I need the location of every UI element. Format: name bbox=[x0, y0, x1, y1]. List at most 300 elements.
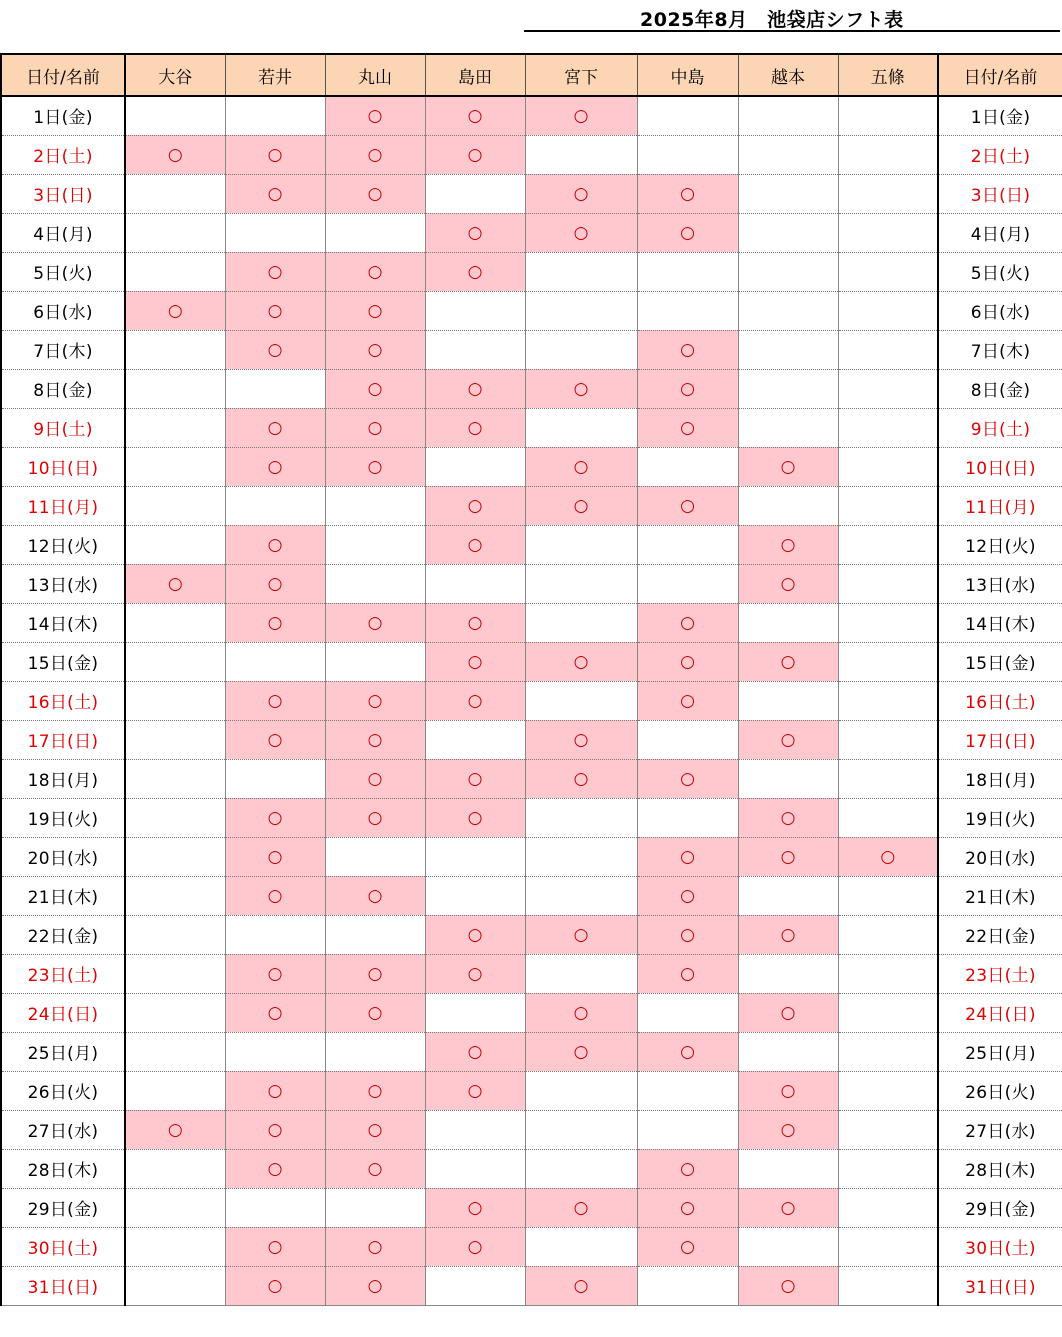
shift-cell[interactable] bbox=[525, 993, 637, 1032]
shift-cell[interactable] bbox=[738, 993, 838, 1032]
date-cell-left[interactable]: 19日(火) bbox=[1, 798, 125, 837]
shift-cell[interactable] bbox=[637, 174, 738, 213]
shift-cell[interactable] bbox=[125, 876, 225, 915]
shift-cell[interactable] bbox=[125, 213, 225, 252]
shift-cell[interactable] bbox=[525, 915, 637, 954]
date-cell-right[interactable]: 28日(木) bbox=[938, 1149, 1062, 1188]
shift-cell[interactable] bbox=[325, 1188, 425, 1227]
date-cell-right[interactable]: 4日(月) bbox=[938, 213, 1062, 252]
shift-cell[interactable] bbox=[125, 1227, 225, 1266]
date-cell-right[interactable]: 15日(金) bbox=[938, 642, 1062, 681]
shift-cell[interactable] bbox=[637, 642, 738, 681]
shift-cell[interactable] bbox=[525, 291, 637, 330]
shift-cell[interactable] bbox=[425, 96, 525, 135]
shift-cell[interactable] bbox=[125, 1032, 225, 1071]
shift-cell[interactable] bbox=[838, 837, 938, 876]
shift-cell[interactable] bbox=[525, 447, 637, 486]
shift-cell[interactable] bbox=[225, 1032, 325, 1071]
shift-cell[interactable] bbox=[838, 1110, 938, 1149]
date-cell-right[interactable]: 2日(土) bbox=[938, 135, 1062, 174]
shift-cell[interactable] bbox=[838, 252, 938, 291]
shift-cell[interactable] bbox=[838, 135, 938, 174]
shift-cell[interactable] bbox=[425, 798, 525, 837]
shift-cell[interactable] bbox=[525, 252, 637, 291]
shift-cell[interactable] bbox=[225, 369, 325, 408]
shift-cell[interactable] bbox=[325, 681, 425, 720]
shift-cell[interactable] bbox=[125, 642, 225, 681]
shift-cell[interactable] bbox=[325, 1149, 425, 1188]
shift-cell[interactable] bbox=[525, 135, 637, 174]
shift-cell[interactable] bbox=[738, 135, 838, 174]
shift-cell[interactable] bbox=[838, 915, 938, 954]
shift-cell[interactable] bbox=[525, 1032, 637, 1071]
shift-cell[interactable] bbox=[738, 291, 838, 330]
shift-cell[interactable] bbox=[325, 291, 425, 330]
shift-cell[interactable] bbox=[838, 954, 938, 993]
shift-cell[interactable] bbox=[637, 720, 738, 759]
shift-cell[interactable] bbox=[425, 1110, 525, 1149]
date-cell-left[interactable]: 24日(日) bbox=[1, 993, 125, 1032]
shift-cell[interactable] bbox=[325, 915, 425, 954]
shift-cell[interactable] bbox=[325, 525, 425, 564]
shift-cell[interactable] bbox=[525, 486, 637, 525]
shift-cell[interactable] bbox=[425, 330, 525, 369]
shift-cell[interactable] bbox=[738, 603, 838, 642]
shift-cell[interactable] bbox=[637, 681, 738, 720]
date-cell-left[interactable]: 3日(日) bbox=[1, 174, 125, 213]
shift-cell[interactable] bbox=[838, 993, 938, 1032]
date-cell-left[interactable]: 28日(木) bbox=[1, 1149, 125, 1188]
date-cell-right[interactable]: 19日(火) bbox=[938, 798, 1062, 837]
shift-cell[interactable] bbox=[738, 486, 838, 525]
shift-cell[interactable] bbox=[525, 681, 637, 720]
date-cell-right[interactable]: 12日(火) bbox=[938, 525, 1062, 564]
shift-cell[interactable] bbox=[225, 447, 325, 486]
shift-cell[interactable] bbox=[125, 954, 225, 993]
shift-cell[interactable] bbox=[637, 1149, 738, 1188]
date-cell-left[interactable]: 4日(月) bbox=[1, 213, 125, 252]
shift-cell[interactable] bbox=[425, 564, 525, 603]
shift-cell[interactable] bbox=[738, 408, 838, 447]
shift-cell[interactable] bbox=[225, 96, 325, 135]
shift-cell[interactable] bbox=[738, 1266, 838, 1305]
shift-cell[interactable] bbox=[225, 993, 325, 1032]
shift-cell[interactable] bbox=[637, 1188, 738, 1227]
shift-cell[interactable] bbox=[425, 1071, 525, 1110]
shift-cell[interactable] bbox=[525, 759, 637, 798]
shift-cell[interactable] bbox=[637, 525, 738, 564]
date-cell-left[interactable]: 16日(土) bbox=[1, 681, 125, 720]
shift-cell[interactable] bbox=[425, 1227, 525, 1266]
shift-cell[interactable] bbox=[125, 135, 225, 174]
shift-cell[interactable] bbox=[425, 291, 525, 330]
shift-cell[interactable] bbox=[838, 408, 938, 447]
shift-cell[interactable] bbox=[637, 993, 738, 1032]
shift-cell[interactable] bbox=[425, 681, 525, 720]
date-cell-right[interactable]: 21日(木) bbox=[938, 876, 1062, 915]
shift-cell[interactable] bbox=[838, 330, 938, 369]
shift-cell[interactable] bbox=[225, 603, 325, 642]
shift-cell[interactable] bbox=[325, 1110, 425, 1149]
date-cell-left[interactable]: 21日(木) bbox=[1, 876, 125, 915]
shift-cell[interactable] bbox=[637, 915, 738, 954]
shift-cell[interactable] bbox=[637, 291, 738, 330]
shift-cell[interactable] bbox=[838, 759, 938, 798]
shift-cell[interactable] bbox=[125, 759, 225, 798]
shift-cell[interactable] bbox=[325, 213, 425, 252]
shift-cell[interactable] bbox=[425, 252, 525, 291]
shift-cell[interactable] bbox=[525, 1266, 637, 1305]
shift-cell[interactable] bbox=[125, 1110, 225, 1149]
header-staff[interactable]: 大谷 bbox=[125, 54, 225, 96]
date-cell-right[interactable]: 30日(土) bbox=[938, 1227, 1062, 1266]
shift-cell[interactable] bbox=[425, 642, 525, 681]
date-cell-right[interactable]: 1日(金) bbox=[938, 96, 1062, 135]
shift-cell[interactable] bbox=[525, 408, 637, 447]
shift-cell[interactable] bbox=[325, 408, 425, 447]
shift-cell[interactable] bbox=[637, 1032, 738, 1071]
date-cell-left[interactable]: 5日(火) bbox=[1, 252, 125, 291]
shift-cell[interactable] bbox=[637, 486, 738, 525]
shift-cell[interactable] bbox=[125, 486, 225, 525]
shift-cell[interactable] bbox=[225, 837, 325, 876]
shift-cell[interactable] bbox=[225, 759, 325, 798]
shift-cell[interactable] bbox=[225, 564, 325, 603]
shift-cell[interactable] bbox=[738, 525, 838, 564]
date-cell-left[interactable]: 14日(木) bbox=[1, 603, 125, 642]
date-cell-left[interactable]: 6日(水) bbox=[1, 291, 125, 330]
shift-cell[interactable] bbox=[525, 564, 637, 603]
shift-cell[interactable] bbox=[838, 1071, 938, 1110]
shift-cell[interactable] bbox=[838, 1188, 938, 1227]
date-cell-right[interactable]: 13日(水) bbox=[938, 564, 1062, 603]
date-cell-right[interactable]: 22日(金) bbox=[938, 915, 1062, 954]
shift-cell[interactable] bbox=[637, 798, 738, 837]
shift-cell[interactable] bbox=[325, 1227, 425, 1266]
shift-cell[interactable] bbox=[425, 174, 525, 213]
shift-cell[interactable] bbox=[425, 1188, 525, 1227]
shift-cell[interactable] bbox=[325, 798, 425, 837]
shift-cell[interactable] bbox=[125, 993, 225, 1032]
shift-cell[interactable] bbox=[425, 1266, 525, 1305]
shift-cell[interactable] bbox=[225, 1071, 325, 1110]
shift-cell[interactable] bbox=[838, 798, 938, 837]
shift-cell[interactable] bbox=[838, 564, 938, 603]
shift-cell[interactable] bbox=[125, 174, 225, 213]
shift-cell[interactable] bbox=[225, 525, 325, 564]
shift-cell[interactable] bbox=[738, 330, 838, 369]
header-staff[interactable]: 五條 bbox=[838, 54, 938, 96]
shift-cell[interactable] bbox=[738, 369, 838, 408]
shift-cell[interactable] bbox=[125, 798, 225, 837]
shift-cell[interactable] bbox=[525, 798, 637, 837]
shift-cell[interactable] bbox=[525, 330, 637, 369]
header-staff[interactable]: 中島 bbox=[637, 54, 738, 96]
shift-cell[interactable] bbox=[525, 603, 637, 642]
shift-cell[interactable] bbox=[525, 1227, 637, 1266]
shift-cell[interactable] bbox=[325, 993, 425, 1032]
shift-cell[interactable] bbox=[738, 213, 838, 252]
shift-cell[interactable] bbox=[325, 174, 425, 213]
shift-cell[interactable] bbox=[738, 798, 838, 837]
date-cell-left[interactable]: 30日(土) bbox=[1, 1227, 125, 1266]
shift-cell[interactable] bbox=[637, 408, 738, 447]
shift-cell[interactable] bbox=[225, 642, 325, 681]
shift-cell[interactable] bbox=[125, 720, 225, 759]
shift-cell[interactable] bbox=[738, 681, 838, 720]
shift-cell[interactable] bbox=[225, 174, 325, 213]
date-cell-right[interactable]: 18日(月) bbox=[938, 759, 1062, 798]
shift-cell[interactable] bbox=[738, 1227, 838, 1266]
shift-cell[interactable] bbox=[637, 369, 738, 408]
shift-cell[interactable] bbox=[738, 96, 838, 135]
shift-cell[interactable] bbox=[425, 954, 525, 993]
shift-cell[interactable] bbox=[425, 1032, 525, 1071]
shift-cell[interactable] bbox=[838, 681, 938, 720]
shift-cell[interactable] bbox=[738, 1110, 838, 1149]
shift-cell[interactable] bbox=[225, 954, 325, 993]
shift-cell[interactable] bbox=[325, 330, 425, 369]
shift-cell[interactable] bbox=[425, 486, 525, 525]
shift-cell[interactable] bbox=[525, 837, 637, 876]
shift-cell[interactable] bbox=[425, 369, 525, 408]
header-staff[interactable]: 越本 bbox=[738, 54, 838, 96]
shift-cell[interactable] bbox=[325, 369, 425, 408]
date-cell-right[interactable]: 31日(日) bbox=[938, 1266, 1062, 1305]
shift-cell[interactable] bbox=[125, 1071, 225, 1110]
shift-cell[interactable] bbox=[838, 642, 938, 681]
shift-cell[interactable] bbox=[525, 1188, 637, 1227]
shift-cell[interactable] bbox=[125, 252, 225, 291]
date-cell-right[interactable]: 25日(月) bbox=[938, 1032, 1062, 1071]
shift-cell[interactable] bbox=[325, 564, 425, 603]
shift-cell[interactable] bbox=[738, 720, 838, 759]
date-cell-right[interactable]: 23日(土) bbox=[938, 954, 1062, 993]
shift-cell[interactable] bbox=[637, 603, 738, 642]
shift-cell[interactable] bbox=[225, 408, 325, 447]
shift-cell[interactable] bbox=[525, 876, 637, 915]
shift-cell[interactable] bbox=[738, 759, 838, 798]
shift-cell[interactable] bbox=[225, 681, 325, 720]
shift-cell[interactable] bbox=[125, 369, 225, 408]
shift-cell[interactable] bbox=[225, 1266, 325, 1305]
shift-cell[interactable] bbox=[525, 1071, 637, 1110]
shift-cell[interactable] bbox=[637, 564, 738, 603]
shift-cell[interactable] bbox=[325, 1032, 425, 1071]
date-cell-right[interactable]: 27日(水) bbox=[938, 1110, 1062, 1149]
date-cell-right[interactable]: 5日(火) bbox=[938, 252, 1062, 291]
shift-cell[interactable] bbox=[838, 1032, 938, 1071]
date-cell-right[interactable]: 9日(土) bbox=[938, 408, 1062, 447]
shift-cell[interactable] bbox=[838, 96, 938, 135]
date-cell-left[interactable]: 8日(金) bbox=[1, 369, 125, 408]
shift-cell[interactable] bbox=[738, 447, 838, 486]
shift-cell[interactable] bbox=[225, 213, 325, 252]
shift-cell[interactable] bbox=[838, 369, 938, 408]
shift-cell[interactable] bbox=[838, 525, 938, 564]
date-cell-left[interactable]: 22日(金) bbox=[1, 915, 125, 954]
shift-cell[interactable] bbox=[325, 96, 425, 135]
shift-cell[interactable] bbox=[325, 837, 425, 876]
shift-cell[interactable] bbox=[225, 798, 325, 837]
shift-cell[interactable] bbox=[838, 213, 938, 252]
date-cell-left[interactable]: 10日(日) bbox=[1, 447, 125, 486]
shift-cell[interactable] bbox=[225, 876, 325, 915]
date-cell-left[interactable]: 9日(土) bbox=[1, 408, 125, 447]
shift-cell[interactable] bbox=[225, 1188, 325, 1227]
shift-cell[interactable] bbox=[637, 954, 738, 993]
shift-cell[interactable] bbox=[125, 915, 225, 954]
header-staff[interactable]: 若井 bbox=[225, 54, 325, 96]
date-cell-right[interactable]: 10日(日) bbox=[938, 447, 1062, 486]
shift-cell[interactable] bbox=[325, 1266, 425, 1305]
shift-cell[interactable] bbox=[738, 174, 838, 213]
shift-cell[interactable] bbox=[425, 447, 525, 486]
date-cell-left[interactable]: 31日(日) bbox=[1, 1266, 125, 1305]
date-cell-right[interactable]: 14日(木) bbox=[938, 603, 1062, 642]
shift-cell[interactable] bbox=[738, 642, 838, 681]
shift-cell[interactable] bbox=[637, 447, 738, 486]
shift-cell[interactable] bbox=[425, 603, 525, 642]
shift-cell[interactable] bbox=[637, 1227, 738, 1266]
date-cell-left[interactable]: 7日(木) bbox=[1, 330, 125, 369]
shift-cell[interactable] bbox=[637, 252, 738, 291]
shift-cell[interactable] bbox=[425, 759, 525, 798]
shift-cell[interactable] bbox=[838, 291, 938, 330]
date-cell-left[interactable]: 23日(土) bbox=[1, 954, 125, 993]
shift-cell[interactable] bbox=[525, 174, 637, 213]
shift-cell[interactable] bbox=[225, 252, 325, 291]
date-cell-left[interactable]: 25日(月) bbox=[1, 1032, 125, 1071]
shift-cell[interactable] bbox=[637, 213, 738, 252]
shift-cell[interactable] bbox=[525, 369, 637, 408]
shift-cell[interactable] bbox=[125, 837, 225, 876]
shift-cell[interactable] bbox=[637, 1071, 738, 1110]
date-cell-left[interactable]: 29日(金) bbox=[1, 1188, 125, 1227]
header-staff[interactable]: 島田 bbox=[425, 54, 525, 96]
shift-cell[interactable] bbox=[225, 330, 325, 369]
shift-cell[interactable] bbox=[125, 1266, 225, 1305]
shift-cell[interactable] bbox=[838, 720, 938, 759]
shift-cell[interactable] bbox=[838, 486, 938, 525]
date-cell-left[interactable]: 2日(土) bbox=[1, 135, 125, 174]
shift-cell[interactable] bbox=[838, 603, 938, 642]
shift-cell[interactable] bbox=[325, 486, 425, 525]
date-cell-left[interactable]: 26日(火) bbox=[1, 1071, 125, 1110]
shift-cell[interactable] bbox=[525, 954, 637, 993]
shift-cell[interactable] bbox=[325, 759, 425, 798]
shift-cell[interactable] bbox=[325, 135, 425, 174]
header-staff[interactable]: 丸山 bbox=[325, 54, 425, 96]
date-cell-left[interactable]: 20日(水) bbox=[1, 837, 125, 876]
shift-cell[interactable] bbox=[125, 564, 225, 603]
shift-cell[interactable] bbox=[325, 1071, 425, 1110]
shift-cell[interactable] bbox=[125, 330, 225, 369]
shift-cell[interactable] bbox=[637, 330, 738, 369]
shift-cell[interactable] bbox=[225, 1227, 325, 1266]
date-cell-right[interactable]: 11日(月) bbox=[938, 486, 1062, 525]
date-cell-right[interactable]: 24日(日) bbox=[938, 993, 1062, 1032]
shift-cell[interactable] bbox=[125, 525, 225, 564]
shift-cell[interactable] bbox=[525, 642, 637, 681]
shift-cell[interactable] bbox=[325, 447, 425, 486]
shift-cell[interactable] bbox=[525, 1149, 637, 1188]
shift-cell[interactable] bbox=[325, 876, 425, 915]
shift-cell[interactable] bbox=[525, 96, 637, 135]
shift-cell[interactable] bbox=[425, 135, 525, 174]
date-cell-left[interactable]: 17日(日) bbox=[1, 720, 125, 759]
shift-cell[interactable] bbox=[325, 252, 425, 291]
date-cell-left[interactable]: 1日(金) bbox=[1, 96, 125, 135]
shift-cell[interactable] bbox=[738, 1149, 838, 1188]
shift-cell[interactable] bbox=[525, 213, 637, 252]
date-cell-right[interactable]: 29日(金) bbox=[938, 1188, 1062, 1227]
shift-cell[interactable] bbox=[738, 252, 838, 291]
shift-cell[interactable] bbox=[525, 1110, 637, 1149]
shift-cell[interactable] bbox=[125, 1149, 225, 1188]
shift-cell[interactable] bbox=[325, 603, 425, 642]
shift-cell[interactable] bbox=[738, 837, 838, 876]
shift-cell[interactable] bbox=[738, 954, 838, 993]
shift-cell[interactable] bbox=[838, 1227, 938, 1266]
shift-cell[interactable] bbox=[125, 1188, 225, 1227]
shift-cell[interactable] bbox=[125, 447, 225, 486]
shift-cell[interactable] bbox=[425, 213, 525, 252]
date-cell-right[interactable]: 26日(火) bbox=[938, 1071, 1062, 1110]
shift-cell[interactable] bbox=[738, 1071, 838, 1110]
shift-cell[interactable] bbox=[125, 96, 225, 135]
shift-cell[interactable] bbox=[425, 525, 525, 564]
shift-cell[interactable] bbox=[838, 447, 938, 486]
date-cell-right[interactable]: 3日(日) bbox=[938, 174, 1062, 213]
shift-cell[interactable] bbox=[125, 291, 225, 330]
date-cell-left[interactable]: 12日(火) bbox=[1, 525, 125, 564]
date-cell-right[interactable]: 16日(土) bbox=[938, 681, 1062, 720]
shift-cell[interactable] bbox=[425, 876, 525, 915]
shift-cell[interactable] bbox=[637, 1266, 738, 1305]
shift-cell[interactable] bbox=[838, 1149, 938, 1188]
shift-cell[interactable] bbox=[325, 954, 425, 993]
date-cell-right[interactable]: 6日(水) bbox=[938, 291, 1062, 330]
shift-cell[interactable] bbox=[425, 720, 525, 759]
date-cell-left[interactable]: 15日(金) bbox=[1, 642, 125, 681]
date-cell-right[interactable]: 8日(金) bbox=[938, 369, 1062, 408]
shift-cell[interactable] bbox=[225, 720, 325, 759]
shift-cell[interactable] bbox=[425, 993, 525, 1032]
shift-cell[interactable] bbox=[425, 408, 525, 447]
shift-cell[interactable] bbox=[738, 876, 838, 915]
shift-cell[interactable] bbox=[738, 915, 838, 954]
shift-cell[interactable] bbox=[325, 720, 425, 759]
date-cell-left[interactable]: 18日(月) bbox=[1, 759, 125, 798]
shift-cell[interactable] bbox=[225, 1110, 325, 1149]
shift-cell[interactable] bbox=[125, 408, 225, 447]
shift-cell[interactable] bbox=[637, 876, 738, 915]
shift-cell[interactable] bbox=[425, 915, 525, 954]
date-cell-right[interactable]: 20日(水) bbox=[938, 837, 1062, 876]
shift-cell[interactable] bbox=[738, 1032, 838, 1071]
shift-cell[interactable] bbox=[525, 525, 637, 564]
shift-cell[interactable] bbox=[225, 135, 325, 174]
header-staff[interactable]: 宮下 bbox=[525, 54, 637, 96]
date-cell-left[interactable]: 27日(水) bbox=[1, 1110, 125, 1149]
date-cell-left[interactable]: 13日(水) bbox=[1, 564, 125, 603]
shift-cell[interactable] bbox=[637, 96, 738, 135]
shift-cell[interactable] bbox=[325, 642, 425, 681]
date-cell-left[interactable]: 11日(月) bbox=[1, 486, 125, 525]
shift-cell[interactable] bbox=[738, 564, 838, 603]
shift-cell[interactable] bbox=[838, 876, 938, 915]
